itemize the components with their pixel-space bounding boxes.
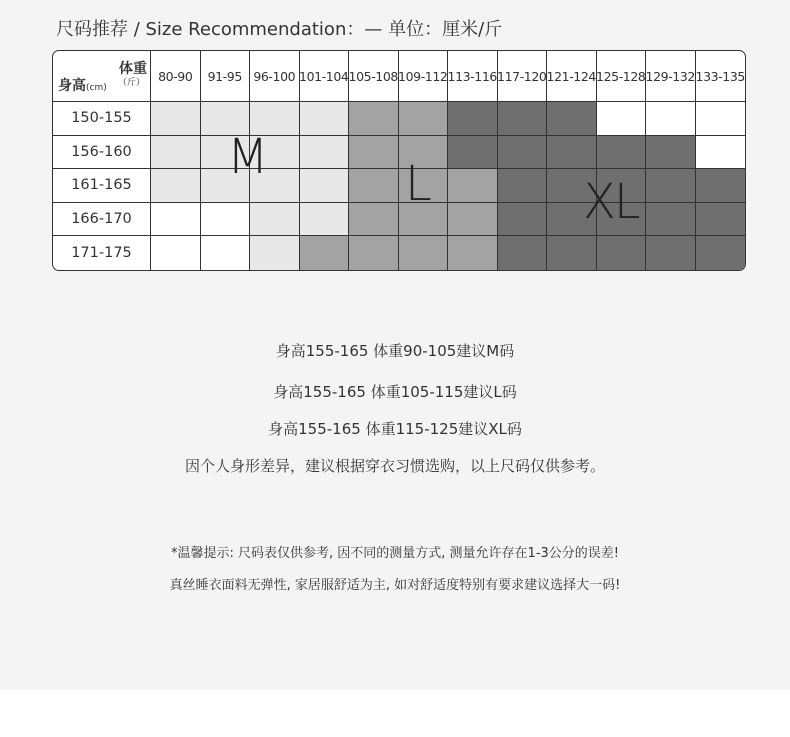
height-row-label: 166-170 [53,203,151,237]
size-cell [250,203,300,237]
recommendation-xl: 身高155-165 体重115-125建议XL码 [268,420,522,438]
size-cell [597,102,647,136]
size-cell [646,102,696,136]
table-corner-header [53,51,151,102]
weight-column-header: 117-120 [498,51,548,102]
height-header: 身高(cm) [58,78,107,94]
size-cell [646,236,696,270]
size-cell [448,102,498,136]
size-cell [448,136,498,170]
size-cell [597,136,647,170]
size-cell [151,203,201,237]
size-cell [547,236,597,270]
weight-header: 体重 [119,61,147,77]
size-cell [300,203,350,237]
size-cell [349,169,399,203]
size-cell [300,236,350,270]
weight-unit: （斤） [117,78,145,88]
size-cell [300,136,350,170]
size-cell [646,203,696,237]
page-title: 尺码推荐 / Size Recommendation：— 单位：厘米/斤 [56,19,503,40]
size-cell [151,136,201,170]
weight-column-header: 113-116 [448,51,498,102]
size-table [52,50,746,271]
size-cell [349,102,399,136]
size-label-l: L [405,156,430,212]
size-cell [696,136,746,170]
size-cell [646,136,696,170]
tip-note: *温馨提示: 尺码表仅供参考, 因不同的测量方式, 测量允许存在1-3公分的误差! [171,546,619,561]
fabric-note: 真丝睡衣面料无弹性, 家居服舒适为主, 如对舒适度特别有要求建议选择大一码! [169,578,621,593]
weight-column-header: 121-124 [547,51,597,102]
size-cell [498,203,548,237]
weight-column-header: 109-112 [399,51,449,102]
weight-column-header: 80-90 [151,51,201,102]
weight-column-header: 105-108 [349,51,399,102]
weight-column-header: 101-104 [300,51,350,102]
size-cell [448,236,498,270]
height-row-label: 171-175 [53,236,151,270]
size-cell [300,169,350,203]
size-cell [300,102,350,136]
size-cell [696,236,746,270]
height-row-label: 161-165 [53,169,151,203]
size-cell [448,203,498,237]
size-cell [498,236,548,270]
height-row-label: 156-160 [53,136,151,170]
size-cell [498,169,548,203]
size-label-m: M [227,129,267,185]
size-cell [696,102,746,136]
weight-column-header: 96-100 [250,51,300,102]
size-cell [201,203,251,237]
size-cell [201,236,251,270]
size-cell [696,203,746,237]
size-cell [399,236,449,270]
size-cell [151,169,201,203]
recommendation-l: 身高155-165 体重105-115建议L码 [273,383,517,401]
size-cell [547,136,597,170]
size-cell [250,236,300,270]
size-cell [646,169,696,203]
size-label-xl: XL [583,174,639,230]
size-cell [547,102,597,136]
weight-column-header: 133-135 [696,51,746,102]
size-cell [349,203,399,237]
recommendation-m: 身高155-165 体重90-105建议M码 [275,342,515,360]
size-cell [151,102,201,136]
size-cell [448,169,498,203]
size-cell [349,136,399,170]
weight-column-header: 125-128 [597,51,647,102]
size-cell [151,236,201,270]
weight-column-header: 129-132 [646,51,696,102]
size-cell [399,102,449,136]
size-cell [498,136,548,170]
size-cell [696,169,746,203]
height-row-label: 150-155 [53,102,151,136]
size-cell [498,102,548,136]
weight-column-header: 91-95 [201,51,251,102]
size-cell [349,236,399,270]
size-cell [597,236,647,270]
disclaimer-text: 因个人身形差异，建议根据穿衣习惯选购，以上尺码仅供参考。 [184,457,605,475]
